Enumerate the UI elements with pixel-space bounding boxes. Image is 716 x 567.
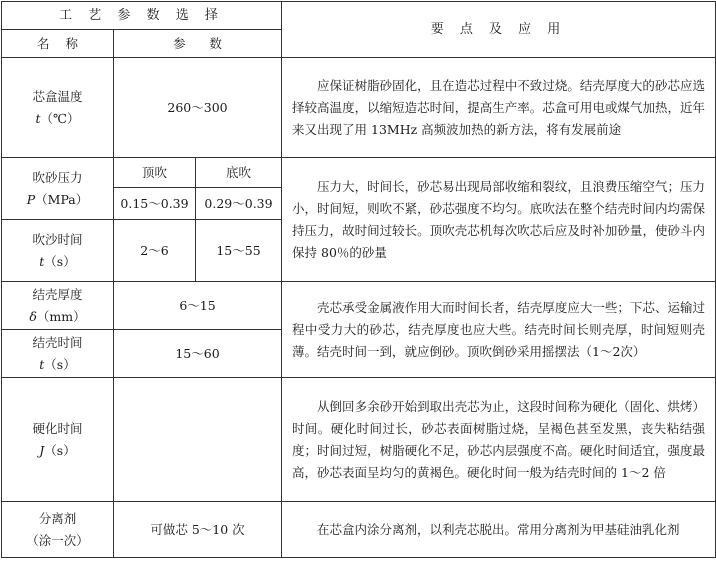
unit-label: t（s） bbox=[39, 356, 76, 372]
unit-label: J（s） bbox=[39, 442, 76, 458]
label-top-blow: 顶吹 bbox=[114, 158, 196, 188]
value-shell-thickness: 6～15 bbox=[114, 282, 282, 330]
name-label: 吹沙时间 bbox=[32, 231, 83, 247]
value-top-blow-pressure: 0.15～0.39 bbox=[114, 188, 196, 220]
row-name-core-box-temp bbox=[2, 58, 114, 158]
unit-label: δ（mm） bbox=[29, 308, 86, 324]
process-parameter-table bbox=[1, 1, 716, 558]
value-bottom-blow-pressure: 0.29～0.39 bbox=[196, 188, 282, 220]
header-name: 名 称 bbox=[2, 30, 114, 58]
name-label: 硬化时间 bbox=[32, 420, 83, 436]
row-name-hardening-time bbox=[2, 378, 114, 502]
row-name-blow-pressure bbox=[2, 158, 114, 220]
value-bottom-blow-time: 15～55 bbox=[196, 220, 282, 282]
desc-release-agent: 在芯盒内涂分离剂，以利壳芯脱出。常用分离剂为甲基硅油乳化剂 bbox=[282, 502, 716, 558]
unit-label: t（℃） bbox=[35, 110, 80, 126]
unit-label: （涂一次） bbox=[26, 532, 89, 548]
value-release-agent: 可做芯 5～10 次 bbox=[114, 502, 282, 558]
value-hardening-time bbox=[114, 378, 282, 502]
label-bottom-blow: 底吹 bbox=[196, 158, 282, 188]
unit-label: P（MPa） bbox=[26, 191, 89, 207]
name-label: 芯盒温度 bbox=[32, 88, 83, 104]
name-label: 分离剂 bbox=[38, 510, 77, 526]
desc-core-box-temp: 应保证树脂砂固化，且在造芯过程中不致过烧。结壳厚度大的砂芯应选择较高温度，以缩短造芯时间，提高生产率。芯盒可用电或煤气加热，近年来又出现了用 13MHz 高频波加热的新方法，将有发展前途 bbox=[282, 58, 716, 158]
header-param: 参 数 bbox=[114, 30, 282, 58]
row-name-blow-time bbox=[2, 220, 114, 282]
row-name-release-agent bbox=[2, 502, 114, 558]
desc-blow: 压力大，时间长，砂芯易出现局部收缩和裂纹，且浪费压缩空气；压力小，时间短，则吹不紧，砂芯强度不均匀。底吹法在整个结壳时间内均需保持压力，故时间过较长。顶吹壳芯机每次吹芯后应及时补加砂量，使砂斗内保持 80％的砂量 bbox=[282, 158, 716, 282]
name-label: 吹砂压力 bbox=[32, 169, 83, 185]
header-group: 工 艺 参 数 选 择 bbox=[2, 2, 282, 30]
value-top-blow-time: 2～6 bbox=[114, 220, 196, 282]
value-shell-time: 15～60 bbox=[114, 330, 282, 378]
header-points: 要 点 及 应 用 bbox=[282, 2, 716, 58]
desc-shell: 壳芯承受金属液作用大而时间长者，结壳厚度应大一些；下芯、运输过程中受力大的砂芯，结壳厚度也应大些。结壳时间长则壳厚，时间短则壳薄。结壳时间一到，就应倒砂。顶吹倒砂采用摇摆法（1～2次） bbox=[282, 282, 716, 378]
unit-label: t（s） bbox=[39, 253, 76, 269]
name-label: 结壳时间 bbox=[32, 334, 83, 350]
value-core-box-temp: 260～300 bbox=[114, 58, 282, 158]
row-name-shell-thickness bbox=[2, 282, 114, 330]
desc-hardening: 从倒回多余砂开始到取出壳芯为止，这段时间称为硬化（固化、烘烤）时间。硬化时间过长，砂芯表面树脂过烧，呈褐色甚至发黑，丧失粘结强度；时间过短，树脂硬化不足，砂芯内层强度不高。硬化时间适宜，强度最高，砂芯表面呈均匀的黄褐色。硬化时间一般为结壳时间的 1～2 倍 bbox=[282, 378, 716, 502]
name-label: 结壳厚度 bbox=[32, 286, 83, 302]
row-name-shell-time bbox=[2, 330, 114, 378]
